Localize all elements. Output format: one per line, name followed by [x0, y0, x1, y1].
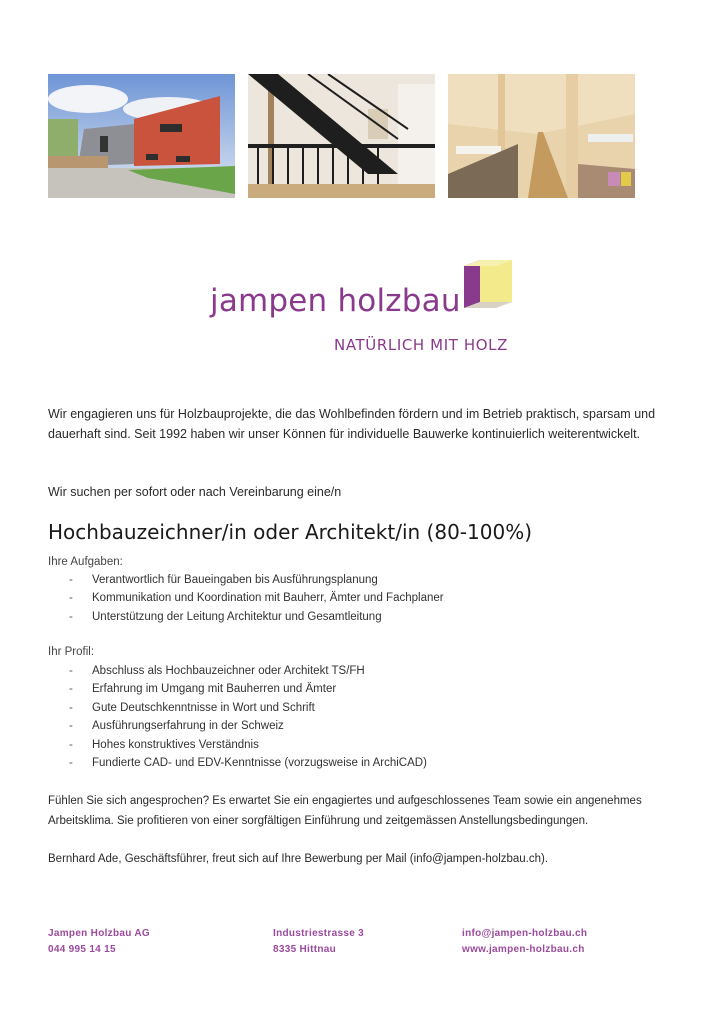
dash-bullet-icon: -	[69, 592, 73, 605]
footer-address-block	[273, 926, 364, 958]
contact-line: Bernhard Ade, Geschäftsführer, freut sich auf Ihre Bewerbung per Mail (info@jampen-holzbau.ch).	[48, 853, 549, 865]
profile-list	[48, 662, 427, 772]
list-item	[48, 699, 427, 717]
footer-website-link[interactable]: www.jampen-holzbau.ch	[462, 944, 585, 955]
header-photo-timber-hall	[448, 74, 635, 198]
dash-bullet-icon: -	[69, 756, 73, 769]
tasks-label: Ihre Aufgaben:	[48, 556, 123, 568]
list-item	[48, 589, 444, 607]
footer-phone[interactable]: 044 995 14 15	[48, 944, 116, 955]
footer-city: 8335 Hittnau	[273, 944, 337, 955]
list-item	[48, 754, 427, 772]
task-text: Kommunikation und Koordination mit Bauherr, Ämter und Fachplaner	[92, 592, 444, 605]
list-item	[48, 662, 427, 680]
profile-text: Erfahrung im Umgang mit Bauherren und Ämter	[92, 683, 337, 696]
dash-bullet-icon: -	[69, 610, 73, 623]
closing-paragraph: Fühlen Sie sich angesprochen? Es erwartet Sie ein engagiertes und aufgeschlossenes Team sowie ein angenehmes Arbeitsklima. Sie profitieren von einer sorgfältigen Einführung und zeitgemässen Anstellungsbedingungen.	[48, 795, 642, 827]
footer-email-link[interactable]: info@jampen-holzbau.ch	[462, 928, 588, 939]
profile-text: Fundierte CAD- und EDV-Kenntnisse (vorzugsweise in ArchiCAD)	[92, 756, 427, 769]
logo-tagline: NATÜRLICH MIT HOLZ	[334, 336, 508, 354]
profile-text: Abschluss als Hochbauzeichner oder Architekt TS/FH	[92, 665, 365, 677]
list-item	[48, 571, 444, 589]
list-item	[48, 736, 427, 754]
footer-company: Jampen Holzbau AG	[48, 928, 150, 939]
task-text: Unterstützung der Leitung Architektur und Gesamtleitung	[92, 610, 382, 623]
list-item	[48, 680, 427, 698]
task-text: Verantwortlich für Baueingaben bis Ausführungsplanung	[92, 574, 378, 586]
footer-street: Industriestrasse 3	[273, 928, 364, 939]
dash-bullet-icon: -	[69, 574, 73, 586]
list-item	[48, 608, 444, 626]
logo-cube-icon	[460, 258, 514, 310]
tasks-list	[48, 571, 444, 626]
list-item	[48, 717, 427, 735]
search-line: Wir suchen per sofort oder nach Vereinbarung eine/n	[48, 485, 342, 499]
dash-bullet-icon: -	[69, 738, 73, 751]
dash-bullet-icon: -	[69, 683, 73, 696]
job-title: Hochbauzeichner/in oder Architekt/in (80-100%)	[48, 520, 532, 544]
dash-bullet-icon: -	[69, 720, 73, 733]
dash-bullet-icon: -	[69, 665, 73, 677]
footer-company-block	[48, 926, 150, 958]
footer-contact-block	[462, 926, 587, 958]
profile-label: Ihr Profil:	[48, 646, 95, 658]
dash-bullet-icon: -	[69, 701, 73, 714]
header-photo-house	[48, 74, 235, 198]
profile-text: Hohes konstruktives Verständnis	[92, 738, 259, 751]
profile-text: Ausführungserfahrung in der Schweiz	[92, 720, 284, 733]
profile-text: Gute Deutschkenntnisse in Wort und Schrift	[92, 701, 315, 714]
header-photo-staircase	[248, 74, 435, 198]
logo-wordmark: jampen holzbau	[210, 283, 461, 319]
intro-paragraph: Wir engagieren uns für Holzbauprojekte, die das Wohlbefinden fördern und im Betrieb praktisch, sparsam und dauerhaft sind. Seit 1992 haben wir unser Können für individuelle Bauwerke kontinuierlich weiterentwickelt.	[48, 407, 656, 441]
